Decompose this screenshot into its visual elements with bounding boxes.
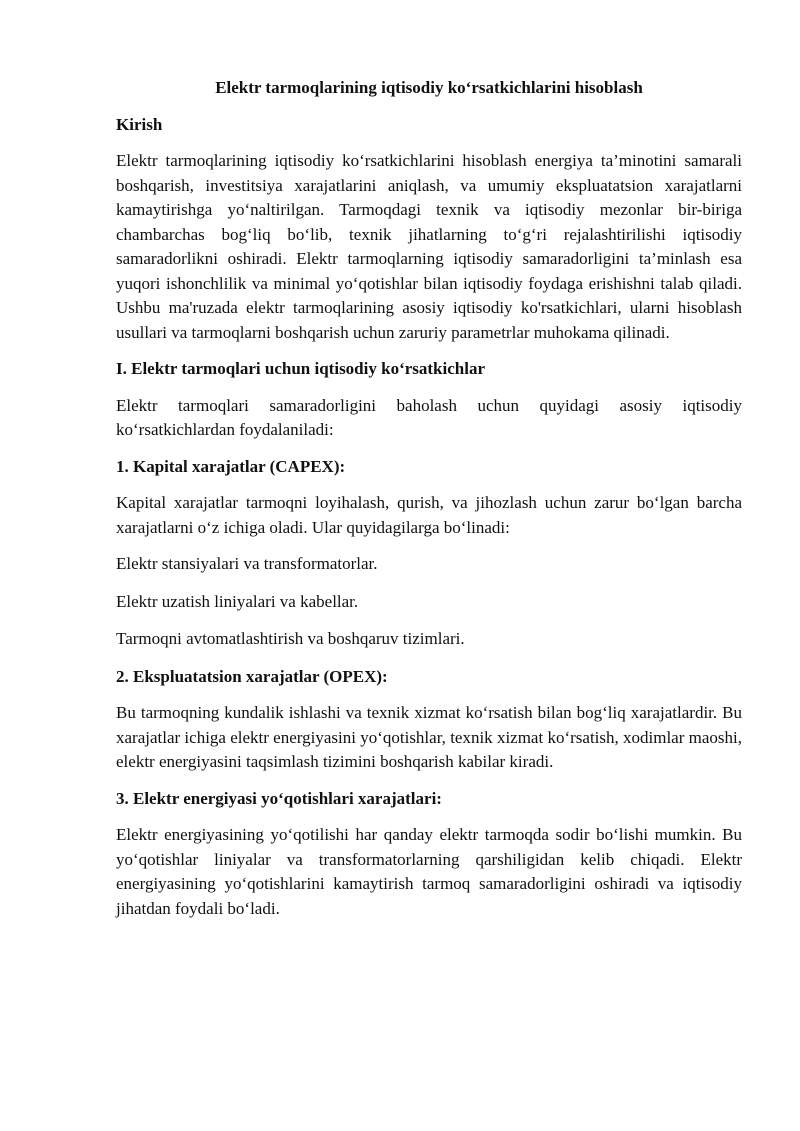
document-title: Elektr tarmoqlarining iqtisodiy ko‘rsatkichlarini hisoblash: [215, 78, 643, 97]
capex-item-automation: Tarmoqni avtomatlashtirish va boshqaruv tizimlari.: [116, 629, 465, 648]
document-page: [116, 76, 742, 933]
losses-paragraph: Elektr energiyasining yo‘qotilishi har qanday elektr tarmoqda sodir bo‘lishi mumkin. Bu yo‘qotishlar liniyalar va transformatorlarning qarshiligidan kelib chiqadi. Elektr energiyasining yo‘qotishlarini kamaytirish tarmoq samaradorligini oshiradi va iqtisodiy jihatdan foydali bo‘ladi.: [116, 825, 742, 918]
capex-heading: 1. Kapital xarajatlar (CAPEX):: [116, 456, 346, 476]
section1-heading: I. Elektr tarmoqlari uchun iqtisodiy ko‘rsatkichlar: [116, 359, 485, 378]
losses-heading: 3. Elektr energiyasi yo‘qotishlari xarajatlari:: [116, 788, 442, 808]
capex-item-lines: Elektr uzatish liniyalari va kabellar.: [116, 591, 359, 611]
intro-paragraph: Elektr tarmoqlarining iqtisodiy ko‘rsatkichlarini hisoblash energiya ta’minotini samarali boshqarish, investitsiya xarajatlarini aniqlash, va umumiy ekspluatatsion xarajatlarni kamaytirishga yo‘naltirilgan. Tarmoqdagi texnik va iqtisodiy mezonlar bir-biriga chambarchas bog‘liq bo‘lib, texnik jihatlarning to‘g‘ri rejalashtirilishi iqtisodiy samaradorlikni oshiradi. Elektr tarmoqlarning iqtisodiy samaradorligini ta’minlash esa yuqori ishonchlilik va minimal yo‘qotishlar bilan iqtisodiy foydaga erishishni talab qiladi. Ushbu ma'ruzada elektr tarmoqlarining asosiy iqtisodiy ko'rsatkichlari, ularni hisoblash usullari va tarmoqlarni boshqarish uchun zaruriy parametrlar muhokama qilinadi.: [116, 151, 742, 342]
capex-item-stations: Elektr stansiyalari va transformatorlar.: [116, 554, 378, 573]
intro-heading: Kirish: [116, 114, 163, 134]
capex-paragraph: Kapital xarajatlar tarmoqni loyihalash, qurish, va jihozlash uchun zarur bo‘lgan barcha xarajatlarni o‘z ichiga oladi. Ular quyidagilarga bo‘linadi:: [116, 493, 742, 537]
opex-paragraph: Bu tarmoqning kundalik ishlashi va texnik xizmat ko‘rsatish bilan bog‘liq xarajatlardir. Bu xarajatlar ichiga elektr energiyasini yo‘qotishlar, texnik xizmat ko‘rsatish, xodimlar maoshi, elektr energiyasini taqsimlash tizimini boshqarish kabilar kiradi.: [116, 703, 742, 771]
opex-heading: 2. Ekspluatatsion xarajatlar (OPEX):: [116, 666, 388, 686]
section1-paragraph: Elektr tarmoqlari samaradorligini baholash uchun quyidagi asosiy iqtisodiy ko‘rsatkichlardan foydalaniladi:: [116, 395, 742, 439]
